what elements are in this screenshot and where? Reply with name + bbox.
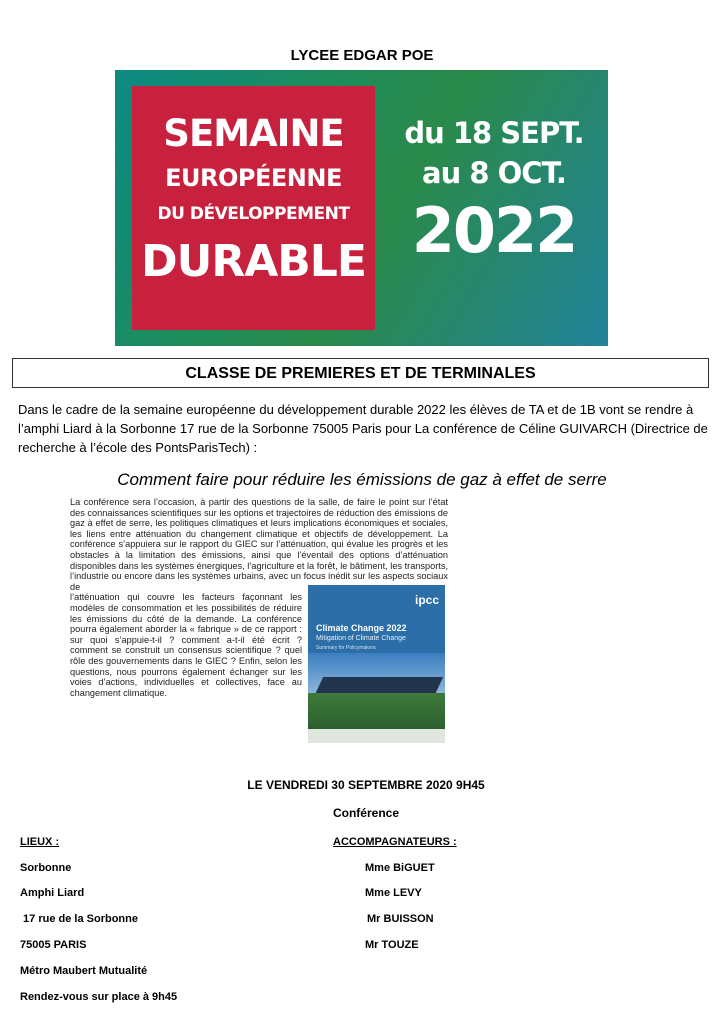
conference-title: Comment faire pour réduire les émissions de gaz à effet de serre <box>117 470 607 489</box>
accompagnateur-item: Mr TOUZE <box>365 939 419 951</box>
accompagnateur-item: Mme BiGUET <box>365 862 435 874</box>
abstract-part-1: La conférence sera l’occasion, à partir des questions de la salle, de faire le point sur l’état des connaissances scientifiques sur les options et trajectoires de réduction des émissions de gaz à effet de serre, les politiques climatiques et leurs implications économiques et sociales, les liens entre atténuation du changement climatique et objectifs de développement. La conférence s’appuiera sur le rapport du GIEC sur l’atténuation, qui évalue les progrès et les obstacles à la limitation des émissions, ainsi que l’éventail des options d’atténuation disponibles dans les systèmes énergiques, l’agriculture et la forêt, le bâtiment, les transports, l’industrie ou encore dans les systèmes urbains, avec un focus inédit sur les aspects sociaux de <box>70 497 448 592</box>
ipcc-logo: ipcc <box>414 593 439 607</box>
banner-title-line-1: SEMAINE <box>163 112 344 155</box>
banner-title-line-2: EUROPÉENNE <box>165 164 342 192</box>
school-title: LYCEE EDGAR POE <box>290 47 434 64</box>
banner-title-line-3: DU DÉVELOPPEMENT <box>157 204 350 224</box>
ipcc-report-cover <box>308 585 445 743</box>
accompagnateur-item: Mme LEVY <box>365 887 422 899</box>
cover-summary: Summary for Policymakers <box>316 645 376 651</box>
abstract-part-2: l’atténuation qui couvre les facteurs façonnant les modèles de consommation et les possibilités de réduire les émissions du côté de la demande. La conférence pourra également aborder la « fabrique » de ce rapport : sur quoi s’appuie-t-il ? comment a-t-il été écrit ? comment se construit un consensus scientifique ? quel rôle des gouvernements dans le GIEC ? Enfin, selon les questions, nous pourrons également échanger sur les voies d’actions, individuelles et collectives, face au changement climatique. <box>70 592 302 698</box>
event-type: Conférence <box>332 806 400 820</box>
event-date: LE VENDREDI 30 SEPTEMBRE 2020 9H45 <box>247 778 485 792</box>
cover-subtitle: Mitigation of Climate Change <box>316 635 406 642</box>
accompagnateur-item: Mr BUISSON <box>367 913 434 925</box>
lieux-heading: LIEUX : <box>20 836 60 848</box>
event-banner <box>115 70 608 346</box>
classes-heading: CLASSE DE PREMIERES ET DE TERMINALES <box>12 358 709 388</box>
cover-footer <box>308 729 445 743</box>
lieux-item: Rendez-vous sur place à 9h45 <box>20 991 178 1003</box>
banner-title-line-4: DURABLE <box>141 236 366 287</box>
lieux-item: 17 rue de la Sorbonne <box>20 913 138 925</box>
banner-date-start: du 18 SEPT. <box>404 116 584 150</box>
banner-year: 2022 <box>411 194 577 267</box>
lieux-item: Amphi Liard <box>20 887 85 899</box>
cover-title: Climate Change 2022 <box>316 623 407 633</box>
banner-title-block <box>132 86 375 330</box>
lieux-item: 75005 PARIS <box>20 939 87 951</box>
banner-date-end: au 8 OCT. <box>422 156 566 190</box>
accompagnateurs-heading: ACCOMPAGNATEURS : <box>333 836 457 848</box>
lieux-item: Sorbonne <box>20 862 72 874</box>
lieux-item: Métro Maubert Mutualité <box>20 965 148 977</box>
intro-paragraph: Dans le cadre de la semaine européenne du développement durable 2022 les élèves de TA et de 1B vont se rendre à l’amphi Liard à la Sorbonne 17 rue de la Sorbonne 75005 Paris pour La conférence de Céline GUIVARCH (Directrice de recherche à l’école des PontsParisTech) : <box>18 402 708 455</box>
